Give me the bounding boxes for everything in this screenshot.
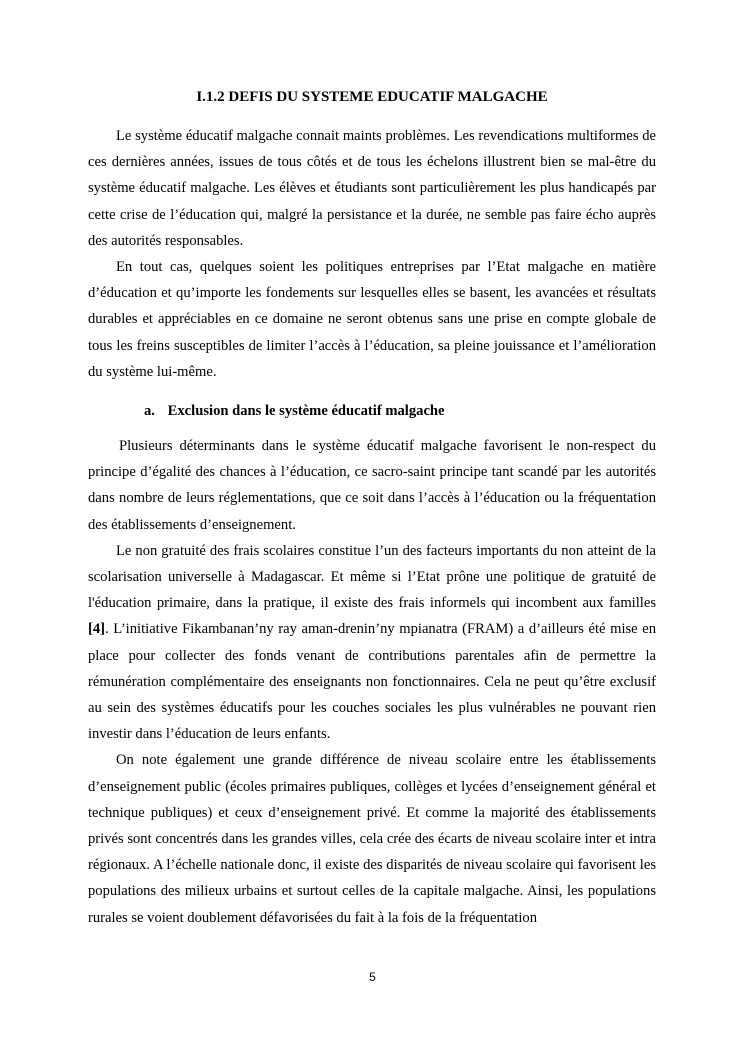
paragraph-text: . L’initiative Fikambanan’ny ray aman-drenin’ny mpianatra (FRAM) a d’ailleurs été mise en place pour collecter des fonds venant de contributions parentales afin de permettre la rémunération complémentaire des enseignants non fonctionnaires. Cela ne peut qu’être exclusif au sein des systèmes éducatifs pour les couches sociales les plus vulnérables ne pouvant rien investir dans l’éducation de leurs enfants. — [88, 621, 656, 743]
intro-paragraph-1: Le système éducatif malgache connait maints problèmes. Les revendications multiformes de ces dernières années, issues de tous côtés et de tous les échelons illustrent bien se mal-être du système éducatif malgache. Les élèves et étudiants sont particulièrement les plus handicapés par cette crise de l’éducation qui, malgré la persistance et la durée, ne semble pas faire écho auprès des autorités responsables. — [88, 128, 656, 249]
exclusion-paragraph-3: On note également une grande différence de niveau scolaire entre les établissements d’enseignement public (écoles primaires publiques, collèges et lycées d’enseignement général et technique publiques) et ceux d’enseignement privé. Et comme la majorité des établissements privés sont concentrés dans les grandes villes, cela crée des écarts de niveau scolaire inter et intra régionaux. A l’échelle nationale donc, il existe des disparités de niveau scolaire qui favorisent les populations des milieux urbains et surtout celles de la capitale malgache. Ainsi, les populations rurales se voient doublement défavorisées du fait à la fois de la fréquentation — [88, 752, 656, 926]
subsection-marker: a. — [144, 403, 155, 420]
exclusion-paragraph-2 — [88, 538, 656, 748]
subsection-heading — [144, 399, 656, 423]
exclusion-paragraph-1: Plusieurs déterminants dans le système éducatif malgache favorisent le non-respect du principe d’égalité des chances à l’éducation, ce sacro-saint principe tant scandé par les autorités dans nombre de leurs réglementations, que ce soit dans l’accès à l’éducation ou la fréquentation des établissements d’enseignement. — [88, 438, 656, 533]
document-page — [88, 85, 656, 931]
subsection-title: Exclusion dans le système éducatif malgache — [167, 403, 445, 420]
intro-paragraph-2: En tout cas, quelques soient les politiques entreprises par l’Etat malgache en matière d’éducation et qu’importe les fondements sur lesquelles elles se basent, les avancées et résultats durables et appréciables en ce domaine ne seront obtenus sans une prise en compte globale de tous les freins susceptibles de limiter l’accès à l’éducation, sa pleine jouissance et l’amélioration du système lui-même. — [88, 259, 656, 380]
section-title: I.1.2 DEFIS DU SYSTEME EDUCATIF MALGACHE — [196, 89, 548, 105]
paragraph-text: Le non gratuité des frais scolaires constitue l’un des facteurs importants du non atteint de la scolarisation universelle à Madagascar. Et même si l’Etat prône une politique de gratuité de l'éducation primaire, dans la pratique, il existe des frais informels qui incombent aux familles — [88, 542, 656, 612]
reference-citation: [4] — [88, 621, 106, 638]
page-number: 5 — [369, 970, 376, 984]
